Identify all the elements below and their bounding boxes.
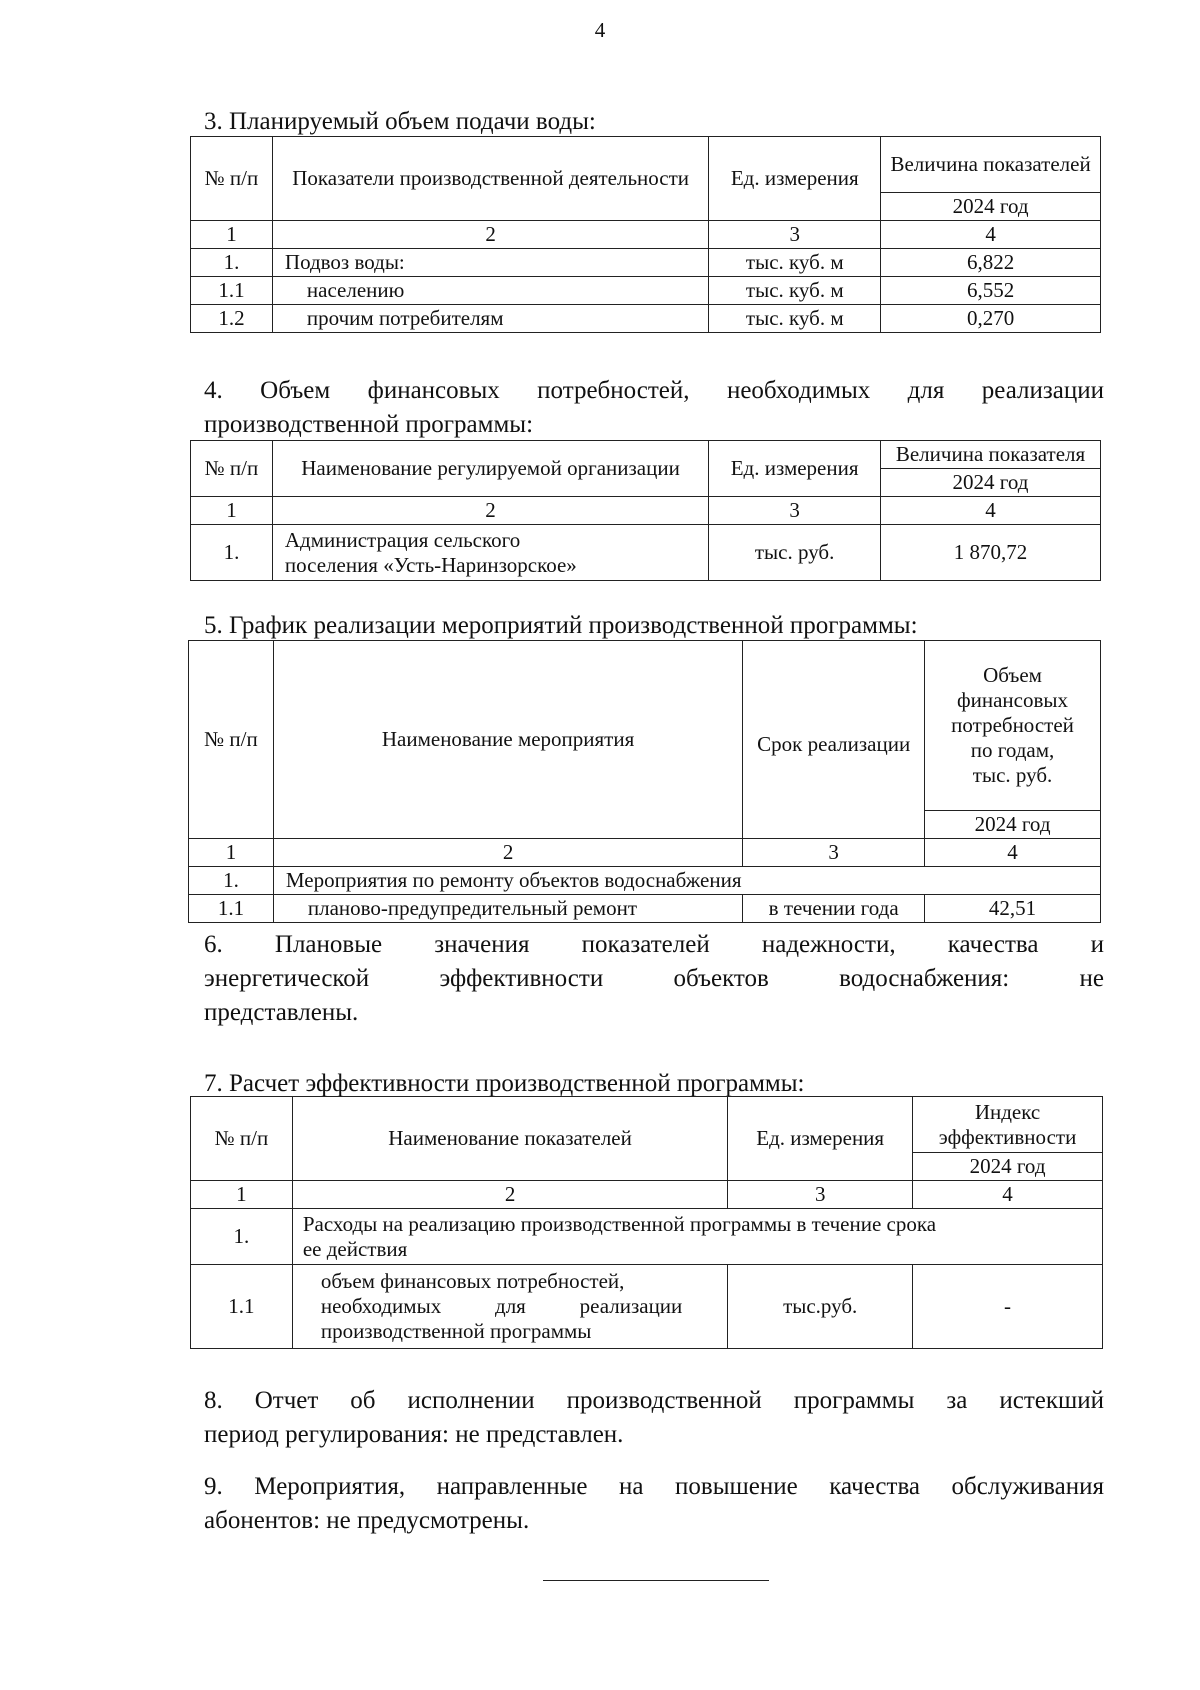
row-name <box>292 1265 727 1349</box>
col-number: 2 <box>273 839 742 867</box>
header-num: № п/п <box>189 641 274 839</box>
col-number: 1 <box>189 839 274 867</box>
section-9-text <box>204 1470 1104 1538</box>
table-row <box>191 305 1101 333</box>
row-value: 42,51 <box>925 895 1101 923</box>
row-value: 1 870,72 <box>881 525 1101 581</box>
col-number: 3 <box>709 497 881 525</box>
col-number: 1 <box>191 221 273 249</box>
header-num: № п/п <box>191 137 273 221</box>
row-unit: тыс.руб. <box>728 1265 913 1349</box>
row-name <box>292 1209 1102 1265</box>
col-number: 4 <box>925 839 1101 867</box>
section-4-title-line-2: производственной программы: <box>204 411 534 438</box>
section-6-line-3: представлены. <box>204 999 359 1026</box>
row-name: Подвоз воды: <box>272 249 708 277</box>
header-value: Величина показателя <box>881 441 1101 469</box>
section-7-title: 7. Расчет эффективности производственной программы: <box>204 1070 805 1097</box>
section-5-title: 5. График реализации мероприятий производственной программы: <box>204 612 918 639</box>
col-number: 2 <box>272 497 708 525</box>
col-number: 1 <box>191 1181 293 1209</box>
header-name: Наименование регулируемой организации <box>272 441 708 497</box>
section-6-line-1: 6. Плановые значения показателей надежности, качества и <box>204 931 1104 958</box>
section-8-line-2: период регулирования: не представлен. <box>204 1421 624 1448</box>
header-year: 2024 год <box>881 193 1101 221</box>
header-index-line-1: Индекс <box>974 1099 1041 1124</box>
col-number: 4 <box>881 221 1101 249</box>
col-number: 1 <box>191 497 273 525</box>
header-indicator: Показатели производственной деятельности <box>272 137 708 221</box>
table-row <box>189 895 1101 923</box>
col-number: 3 <box>743 839 925 867</box>
col-number: 4 <box>881 497 1101 525</box>
financial-needs-table <box>190 440 1101 581</box>
col-number: 3 <box>709 221 881 249</box>
section-3-title: 3. Планируемый объем подачи воды: <box>204 108 596 135</box>
table-row <box>191 525 1101 581</box>
end-separator-line <box>543 1580 769 1581</box>
schedule-table <box>188 640 1101 923</box>
row-name-line-2: необходимых для реализации <box>320 1294 683 1318</box>
section-8-text <box>204 1384 1104 1452</box>
header-term: Срок реализации <box>743 641 925 839</box>
row-term: в течении года <box>743 895 925 923</box>
section-4-title <box>204 374 1104 442</box>
header-value-line: финансовых <box>957 688 1069 712</box>
section-8-line-1: 8. Отчет об исполнении производственной программы за истекший <box>204 1387 1104 1414</box>
col-number: 2 <box>292 1181 727 1209</box>
header-unit: Ед. измерения <box>709 137 881 221</box>
header-name: Наименование мероприятия <box>273 641 742 839</box>
row-name: населению <box>272 277 708 305</box>
table-row <box>189 867 1101 895</box>
row-num: 1. <box>191 1209 293 1265</box>
row-unit: тыс. руб. <box>709 525 881 581</box>
row-num: 1. <box>191 525 273 581</box>
row-value: 6,822 <box>881 249 1101 277</box>
row-value: 0,270 <box>881 305 1101 333</box>
col-number: 2 <box>272 221 708 249</box>
header-value: Величина показателей <box>881 137 1101 193</box>
section-6-line-2: энергетической эффективности объектов водоснабжения: не <box>204 965 1104 992</box>
header-value-line: потребностей <box>951 713 1074 737</box>
section-6-text <box>204 928 1104 1030</box>
table-row <box>191 1265 1103 1349</box>
header-num: № п/п <box>191 441 273 497</box>
row-name: прочим потребителям <box>272 305 708 333</box>
header-value-line: Объем <box>983 663 1042 687</box>
header-unit: Ед. измерения <box>709 441 881 497</box>
header-value <box>925 641 1101 811</box>
row-value: 6,552 <box>881 277 1101 305</box>
water-supply-table <box>190 136 1101 333</box>
row-name <box>272 525 708 581</box>
col-number: 4 <box>913 1181 1103 1209</box>
header-year: 2024 год <box>913 1153 1103 1181</box>
header-value-line: по годам, <box>970 738 1055 762</box>
row-num: 1.2 <box>191 305 273 333</box>
header-num: № п/п <box>191 1097 293 1181</box>
header-year: 2024 год <box>925 811 1101 839</box>
row-name-line-2: ее действия <box>302 1236 408 1261</box>
row-name: планово-предупредительный ремонт <box>273 895 742 923</box>
header-index-line-2: эффективности <box>938 1124 1077 1149</box>
header-value-line: тыс. руб. <box>972 763 1053 787</box>
section-9-line-2: абонентов: не предусмотрены. <box>204 1507 530 1534</box>
row-value: - <box>913 1265 1103 1349</box>
row-name-line-1: Администрация сельского <box>284 527 521 552</box>
efficiency-table <box>190 1096 1103 1349</box>
section-4-title-line-1: 4. Объем финансовых потребностей, необходимых для реализации <box>204 377 1104 404</box>
table-row <box>191 249 1101 277</box>
row-num: 1. <box>189 867 274 895</box>
row-name-line-1: Расходы на реализацию производственной программы в течение срока <box>302 1211 937 1236</box>
col-number: 3 <box>728 1181 913 1209</box>
header-unit: Ед. измерения <box>728 1097 913 1181</box>
row-num: 1.1 <box>191 1265 293 1349</box>
table-row <box>191 277 1101 305</box>
row-num: 1.1 <box>189 895 274 923</box>
row-name-line-3: производственной программы <box>320 1319 592 1343</box>
section-9-line-1: 9. Мероприятия, направленные на повышение качества обслуживания <box>204 1473 1104 1500</box>
row-unit: тыс. куб. м <box>709 249 881 277</box>
row-unit: тыс. куб. м <box>709 277 881 305</box>
row-unit: тыс. куб. м <box>709 305 881 333</box>
header-year: 2024 год <box>881 469 1101 497</box>
row-name-line-2: поселения «Усть-Наринзорское» <box>284 552 577 577</box>
table-row <box>191 1209 1103 1265</box>
header-name: Наименование показателей <box>292 1097 727 1181</box>
header-index <box>913 1097 1103 1153</box>
row-num: 1. <box>191 249 273 277</box>
row-num: 1.1 <box>191 277 273 305</box>
row-name: Мероприятия по ремонту объектов водоснабжения <box>273 867 1100 895</box>
page-number: 4 <box>594 18 606 42</box>
row-name-line-1: объем финансовых потребностей, <box>320 1269 625 1293</box>
